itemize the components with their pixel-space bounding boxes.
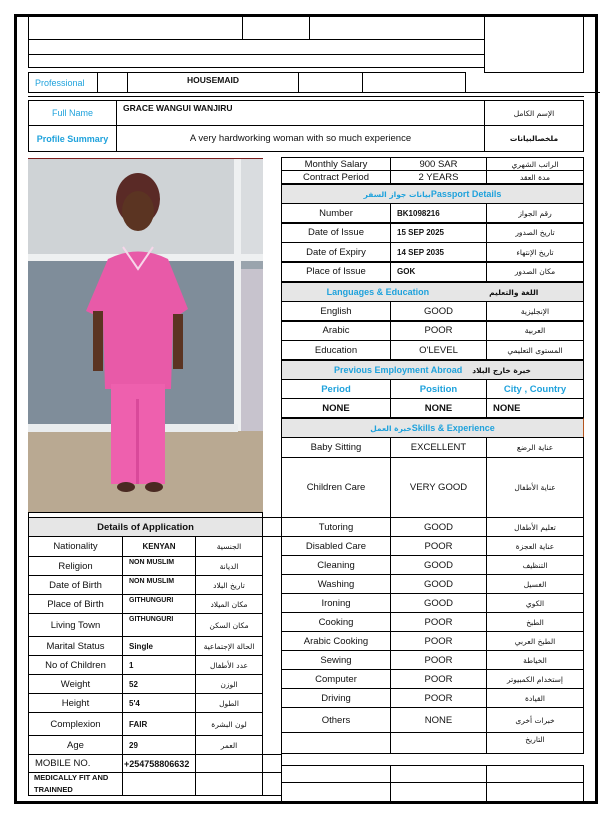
application-row-label: Age: [28, 735, 123, 755]
passport-title-en: Passport Details: [430, 189, 502, 199]
application-row-ar: مكان السكن: [195, 613, 263, 637]
skill-row-value: POOR: [390, 650, 487, 670]
contract-row-value: 2 YEARS: [390, 170, 487, 184]
application-row-ar: الحالة الإجتماعية: [195, 636, 263, 656]
passport-row-ar: تاريخ الإنتهاء: [486, 242, 584, 262]
medical-status-label: MEDICALLY FIT AND TRAINNED: [28, 772, 123, 796]
skill-row-label: Baby Sitting: [281, 437, 391, 458]
application-row-ar: مكان الميلاد: [195, 594, 263, 614]
skill-row-label: Sewing: [281, 650, 391, 670]
skill-row-value: POOR: [390, 612, 487, 632]
application-row-value: FAIR: [122, 712, 196, 736]
profile-summary-label: Profile Summary: [28, 125, 117, 152]
skill-row-label: Cooking: [281, 612, 391, 632]
header-logo-cell: [484, 14, 584, 73]
skill-row-value: POOR: [390, 536, 487, 556]
skill-row-label: Driving: [281, 688, 391, 708]
empty-cell: [262, 517, 282, 537]
application-row-value: Single: [122, 636, 196, 656]
mobile-label: MOBILE NO.: [28, 754, 123, 773]
passport-row-value: 15 SEP 2025: [390, 223, 487, 243]
empty-cell: [486, 765, 584, 783]
language-row-label: Education: [281, 340, 391, 360]
empty-cell: [390, 765, 487, 783]
language-row-ar: الإنجليزية: [486, 301, 584, 321]
skill-row-ar: عناية العجزة: [486, 536, 584, 556]
profile-summary-value: A very hardworking woman with so much experience: [116, 125, 485, 152]
skill-row-value: POOR: [390, 688, 487, 708]
empty-cell: [262, 754, 282, 773]
language-row-value: GOOD: [390, 301, 487, 321]
empty-cell: [262, 772, 282, 796]
employment-row-period: NONE: [281, 398, 391, 418]
application-row-ar: الجنسية: [195, 536, 263, 557]
application-row-value: 5'4: [122, 693, 196, 713]
skill-row-ar: الخياطة: [486, 650, 584, 670]
empty-cell: [195, 754, 263, 773]
skill-row-label: Cleaning: [281, 555, 391, 575]
empty-cell: [281, 782, 391, 804]
application-row-value: GITHUNGURI: [122, 613, 196, 637]
empty-cell: [486, 782, 584, 804]
skills-section-header: [281, 418, 584, 438]
passport-row-value: BK1098216: [390, 203, 487, 223]
employment-row-location: NONE: [486, 398, 584, 418]
application-row-value: 29: [122, 735, 196, 755]
application-row-label: Place of Birth: [28, 594, 123, 614]
application-row-value: KENYAN: [122, 536, 196, 557]
skill-row-value: GOOD: [390, 555, 487, 575]
skill-row-label: Arabic Cooking: [281, 631, 391, 651]
skill-row-label: [281, 732, 391, 754]
language-row-label: Arabic: [281, 321, 391, 341]
professional-blank: [362, 72, 466, 93]
full-name-value: GRACE WANGUI WANJIRU: [116, 100, 485, 126]
empty-cell: [122, 772, 196, 796]
employment-col-position: Position: [390, 379, 487, 399]
skill-row-label: Others: [281, 707, 391, 733]
professional-label: Professional: [28, 72, 98, 93]
language-row-value: O'LEVEL: [390, 340, 487, 360]
application-row-ar: لون البشرة: [195, 712, 263, 736]
language-row-ar: العربية: [486, 321, 584, 341]
passport-row-label: Place of Issue: [281, 262, 391, 282]
skills-title-en: Skills & Experience: [411, 423, 495, 433]
professional-blank: [298, 72, 363, 93]
skill-row-value: EXCELLENT: [390, 437, 487, 458]
languages-title-ar: اللغة والتعليم: [489, 287, 539, 297]
application-row-value: GITHUNGURI: [122, 594, 196, 614]
application-row-label: No of Children: [28, 655, 123, 675]
employment-section-header: [281, 360, 584, 380]
skill-row-ar: إستخدام الكمبيوتر: [486, 669, 584, 689]
language-row-ar: المستوى التعليمي: [486, 340, 584, 360]
skill-row-label: Children Care: [281, 457, 391, 518]
application-row-ar: عدد الأطفال: [195, 655, 263, 675]
application-row-label: Living Town: [28, 613, 123, 637]
skill-row-value: GOOD: [390, 517, 487, 537]
application-row-ar: الطول: [195, 693, 263, 713]
employment-title-ar: خبرة خارج البلاد: [472, 365, 531, 375]
header-blank-cell: [242, 14, 310, 40]
professional-blank: [97, 72, 128, 93]
skills-title-ar: خبرة العمل: [370, 423, 412, 433]
passport-row-ar: مكان الصدور: [486, 262, 584, 282]
skill-row-ar: الغسيل: [486, 574, 584, 594]
skill-row-ar: التنظيف: [486, 555, 584, 575]
skill-row-ar: الطبخ العربي: [486, 631, 584, 651]
languages-title-en: Languages & Education: [326, 287, 430, 297]
header-blank-row: [28, 39, 485, 55]
application-row-label: Marital Status: [28, 636, 123, 656]
contract-row-value: 900 SAR: [390, 157, 487, 171]
passport-row-ar: رقم الجواز: [486, 203, 584, 223]
application-row-value: 52: [122, 674, 196, 694]
application-row-label: Height: [28, 693, 123, 713]
contract-row-label: Contract Period: [281, 170, 391, 184]
application-row-value: NON MUSLIM: [122, 575, 196, 595]
skill-row-label: Washing: [281, 574, 391, 594]
skill-row-value: GOOD: [390, 574, 487, 594]
passport-section-header: [281, 184, 584, 204]
divider: [262, 536, 263, 766]
language-row-label: English: [281, 301, 391, 321]
header-blank-cell: [309, 14, 485, 40]
passport-row-label: Date of Expiry: [281, 242, 391, 262]
skill-row-ar: خبرات أخرى: [486, 707, 584, 733]
mobile-value: +254758806632: [122, 754, 196, 773]
passport-row-value: GOK: [390, 262, 487, 282]
passport-row-label: Number: [281, 203, 391, 223]
application-row-label: Weight: [28, 674, 123, 694]
employment-col-period: Period: [281, 379, 391, 399]
skill-row-ar: الطبخ: [486, 612, 584, 632]
language-row-value: POOR: [390, 321, 487, 341]
employment-title-en: Previous Employment Abroad: [334, 365, 463, 375]
employment-col-location: City , Country: [486, 379, 584, 399]
application-title: Details of Application: [28, 517, 263, 537]
divider: [28, 96, 584, 97]
passport-row-value: 14 SEP 2035: [390, 242, 487, 262]
employment-row-position: NONE: [390, 398, 487, 418]
skill-row-ar: القيادة: [486, 688, 584, 708]
skill-row-label: Disabled Care: [281, 536, 391, 556]
application-row-ar: الديانة: [195, 556, 263, 576]
profile-summary-ar: ملخصالبيانات: [484, 125, 584, 152]
application-row-label: Religion: [28, 556, 123, 576]
skill-row-label: Tutoring: [281, 517, 391, 537]
skill-row-ar: عناية الأطفال: [486, 457, 584, 518]
skill-row-ar: عناية الرضع: [486, 437, 584, 458]
application-row-ar: الوزن: [195, 674, 263, 694]
passport-title-ar: بيانات جواز السفر: [363, 189, 431, 199]
application-row-ar: تاريخ البلاد: [195, 575, 263, 595]
skill-row-value: POOR: [390, 669, 487, 689]
skill-row-value: NONE: [390, 707, 487, 733]
full-name-ar: الإسم الكامل: [484, 100, 584, 126]
contract-row-ar: الراتب الشهري: [486, 157, 584, 171]
skill-row-value: [390, 732, 487, 754]
header-blank-row: [28, 54, 485, 68]
full-name-label: Full Name: [28, 100, 117, 126]
contract-row-ar: مدة العقد: [486, 170, 584, 184]
skill-row-value: GOOD: [390, 593, 487, 613]
profession-value: HOUSEMAID: [127, 72, 299, 93]
skill-row-label: Computer: [281, 669, 391, 689]
skill-row-ar: التاريخ: [486, 732, 584, 754]
empty-cell: [195, 772, 263, 796]
application-row-label: Complexion: [28, 712, 123, 736]
application-row-ar: العمر: [195, 735, 263, 755]
passport-row-label: Date of Issue: [281, 223, 391, 243]
skill-row-value: POOR: [390, 631, 487, 651]
application-row-label: Nationality: [28, 536, 123, 557]
empty-cell: [281, 765, 391, 783]
languages-section-header: [281, 282, 584, 302]
contract-row-label: Monthly Salary: [281, 157, 391, 171]
skill-row-value: VERY GOOD: [390, 457, 487, 518]
application-row-label: Date of Birth: [28, 575, 123, 595]
candidate-photo: [28, 158, 263, 513]
passport-row-ar: تاريخ الصدور: [486, 223, 584, 243]
empty-cell: [390, 782, 487, 804]
application-row-value: 1: [122, 655, 196, 675]
skill-row-ar: تعليم الأطفال: [486, 517, 584, 537]
skill-row-ar: الكوي: [486, 593, 584, 613]
application-row-value: NON MUSLIM: [122, 556, 196, 576]
header-blank-cell: [28, 14, 243, 40]
divider: [465, 92, 600, 93]
skill-row-label: Ironing: [281, 593, 391, 613]
